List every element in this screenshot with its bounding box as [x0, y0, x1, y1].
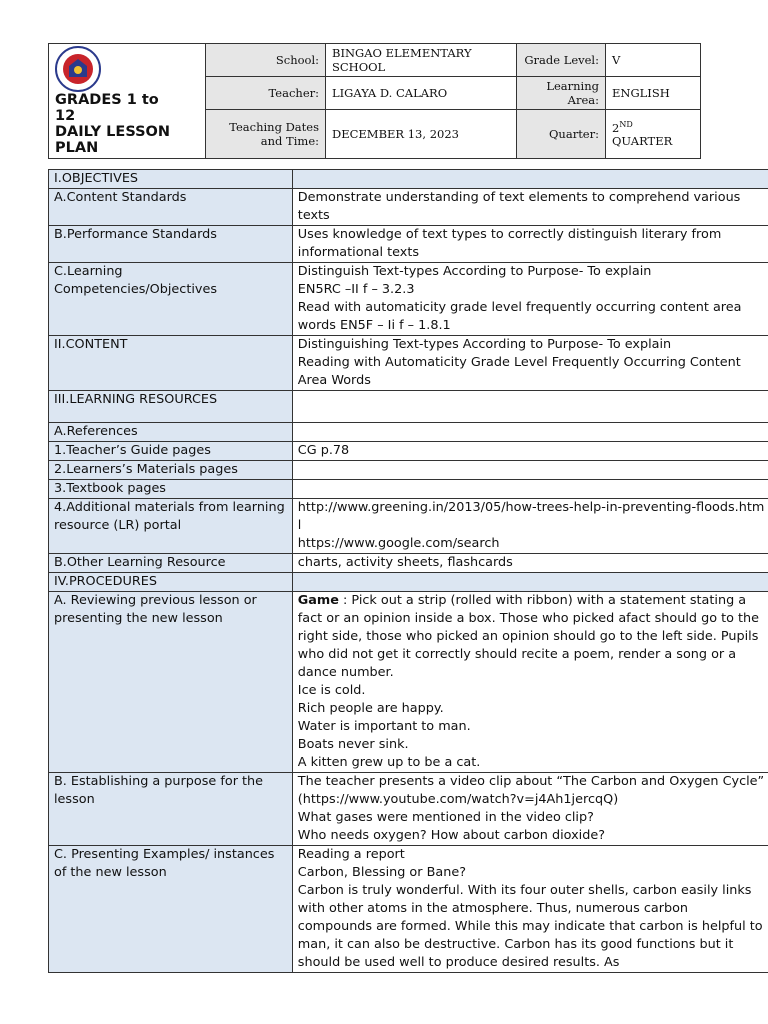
content-label: II.CONTENT [49, 336, 293, 391]
grade-value: V [606, 44, 701, 77]
teacher-value: LIGAYA D. CALARO [326, 77, 517, 110]
teachers-guide-value: CG p.78 [292, 442, 768, 461]
greening-link[interactable]: http://www.greening.in/2013/05/how-trees-help-in-preventing-floods.html [297, 500, 765, 533]
procedure-a-value: Game : Pick out a strip (rolled with ribbon) with a statement stating a fact or an opinion inside a box. Those who picked afact should go to the right side, those who picked an opinion should go to the left side. Pupils who did not get it correctly should recite a poem, render a song or a dance number. Ice is cold. Rich people are happy. Water is important to man. Boats never sink. A kitten grew up to be a cat. [292, 592, 768, 773]
resources-label: III.LEARNING RESOURCES [49, 391, 293, 423]
title-cell [49, 44, 206, 159]
grade-label: Grade Level: [517, 44, 606, 77]
dates-label: Teaching Dates and Time: [206, 110, 326, 159]
textbook-pages-label: 3.Textbook pages [49, 480, 293, 499]
deped-seal-icon [55, 46, 101, 92]
other-resource-label: B.Other Learning Resource [49, 554, 293, 573]
quarter-label: Quarter: [517, 110, 606, 159]
references-label: A.References [49, 423, 293, 442]
school-label: School: [206, 44, 326, 77]
content-value: Distinguishing Text-types According to Purpose- To explain Reading with Automaticity Grade Level Frequently Occurring Content Area Words [292, 336, 768, 391]
additional-materials-label: 4.Additional materials from learning resource (LR) portal [49, 499, 293, 554]
lesson-table [48, 169, 768, 973]
other-resource-value: charts, activity sheets, flashcards [292, 554, 768, 573]
competencies-value: Distinguish Text-types According to Purpose- To explain EN5RC –II f – 3.2.3 Read with automaticity grade level frequently occurring content area words EN5F – Ii f – 1.8.1 [292, 263, 768, 336]
procedure-b-label: B. Establishing a purpose for the lesson [49, 773, 293, 846]
content-standards-value: Demonstrate understanding of text elements to comprehend various texts [292, 189, 768, 226]
youtube-link[interactable]: (https://www.youtube.com/watch?v=j4Ah1jercqQ) [297, 792, 619, 807]
teacher-label: Teacher: [206, 77, 326, 110]
school-value: BINGAO ELEMENTARY SCHOOL [326, 44, 517, 77]
header-table [48, 43, 701, 159]
additional-materials-value [292, 499, 768, 554]
quarter-value: 2ND QUARTER [606, 110, 701, 159]
performance-standards-value: Uses knowledge of text types to correctly distinguish literary from informational texts [292, 226, 768, 263]
procedure-c-value: Reading a report Carbon, Blessing or Bane? Carbon is truly wonderful. With its four outer shells, carbon easily links with other atoms in the atmosphere. Thus, numerous carbon compounds are formed. While this may indicate that carbon is helpful to man, it can also be destructive. Carbon has its good functions but it should be used well to produce desired results. As [292, 846, 768, 973]
page-title: GRADES 1 to 12 DAILY LESSON PLAN [55, 92, 171, 156]
dates-value: DECEMBER 13, 2023 [326, 110, 517, 159]
procedure-c-label: C. Presenting Examples/ instances of the new lesson [49, 846, 293, 973]
area-value: ENGLISH [606, 77, 701, 110]
teachers-guide-label: 1.Teacher’s Guide pages [49, 442, 293, 461]
learners-materials-label: 2.Learners’s Materials pages [49, 461, 293, 480]
procedure-b-value: The teacher presents a video clip about “The Carbon and Oxygen Cycle” (https://www.youtube.com/watch?v=j4Ah1jercqQ) What gases were mentioned in the video clip? Who needs oxygen? How about carbon dioxide? [292, 773, 768, 846]
procedures-heading: IV.PROCEDURES [49, 573, 293, 592]
google-link[interactable]: https://www.google.com/search [297, 536, 500, 551]
content-standards-label: A.Content Standards [49, 189, 293, 226]
area-label: Learning Area: [517, 77, 606, 110]
procedure-a-label: A. Reviewing previous lesson or presenting the new lesson [49, 592, 293, 773]
competencies-label: C.Learning Competencies/Objectives [49, 263, 293, 336]
performance-standards-label: B.Performance Standards [49, 226, 293, 263]
objectives-heading: I.OBJECTIVES [49, 170, 293, 189]
